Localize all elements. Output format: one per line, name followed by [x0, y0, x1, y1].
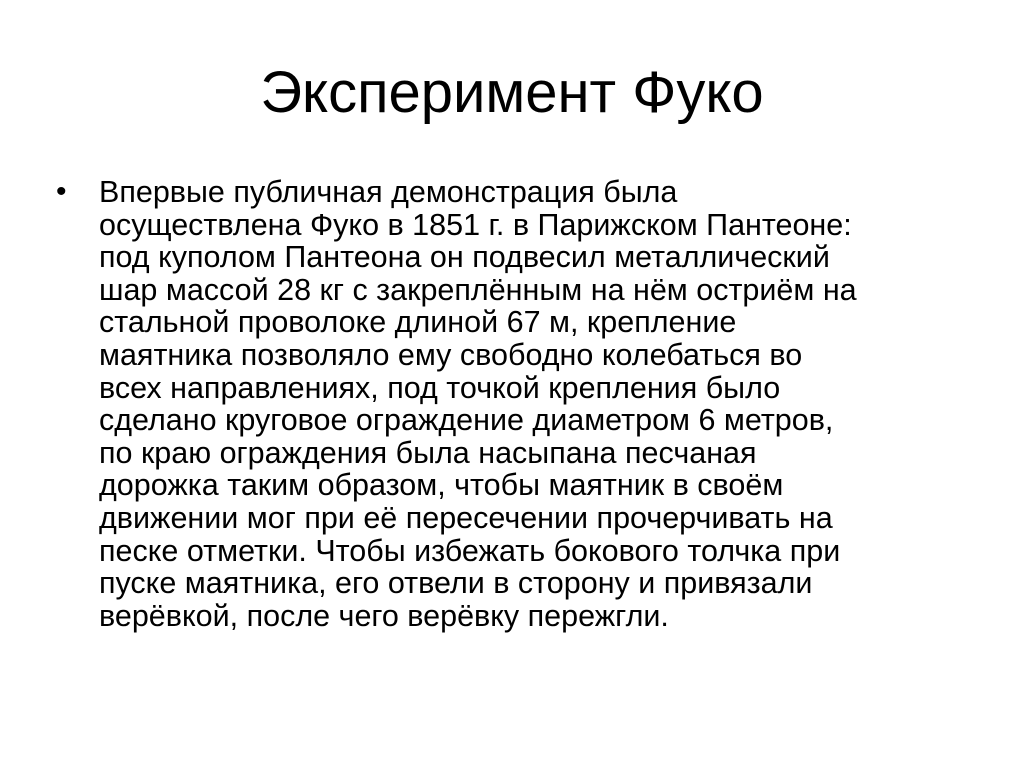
bullet-line: Впервые публичная демонстрация была	[99, 175, 678, 209]
bullet-line: движении мог при её пересечении прочерчивать на	[99, 500, 833, 535]
bullet-line: стальной проволоке длиной 67 м, крепление	[99, 305, 737, 340]
bullet-item	[56, 176, 976, 632]
bullet-line: шар массой 28 кг с закреплённым на нём остриём на	[99, 272, 857, 307]
bullet-line: дорожка таким образом, чтобы маятник в своём	[99, 468, 784, 503]
bullet-line: сделано круговое ограждение диаметром 6 метров,	[99, 403, 834, 438]
bullet-line: осуществлена Фуко в 1851 г. в Парижском Пантеоне:	[99, 207, 852, 242]
slide-title: Эксперимент Фуко	[260, 60, 764, 125]
bullet-line: всех направлениях, под точкой крепления было	[99, 370, 781, 405]
bullet-list	[56, 176, 976, 632]
bullet-line: маятника позволяло ему свободно колебаться во	[99, 337, 803, 372]
bullet-line: пуске маятника, его отвели в сторону и привязали	[99, 566, 813, 601]
bullet-line: песке отметки. Чтобы избежать бокового толчка при	[99, 533, 841, 568]
bullet-line: по краю ограждения была насыпана песчаная	[99, 435, 757, 470]
bullet-line: верёвкой, после чего верёвку пережгли.	[99, 598, 669, 633]
bullet-line: под куполом Пантеона он подвесил металлический	[99, 240, 830, 275]
bullet-marker: •	[56, 175, 67, 208]
